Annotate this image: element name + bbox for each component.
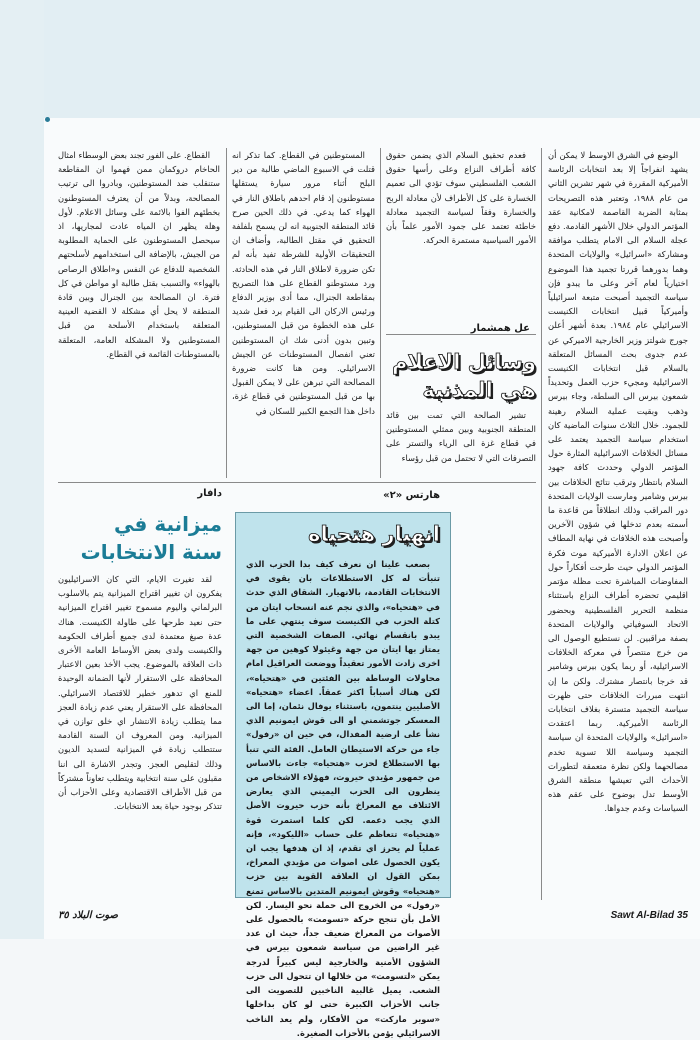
headline-budget-election-year	[58, 510, 222, 566]
rule	[386, 334, 536, 335]
headline-budget-line2: سنة الانتخابات	[80, 540, 222, 564]
column-2-bottom-body: تشير الصالحة التي تمت بين قائد المنطقة الجنوبية وبين ممثلي المستوطنين في قطاع غزة الى الرياء والتستر على التصرفات التي لا تحتمل من قبل رؤساء	[386, 410, 536, 463]
haaretz-article-body: بصعب علينا ان نعرف كيف بدا الحزب الذي تنبأت له كل الاستطلاعات بان يقوى في الانتخابات القادمة، بالانهيار. الشقاق الذي حدث في «هتحياه»، والذي نجم عنه انسحاب ايتان من كتلة الحزب في الكنيست سوف ينتهي على ما يبدو بانقسام نهائي. الصفات الشخصية التي يمتاز بها ايتان من جهة وغيئولا كوهين من جهة اخرى زادت الأمور تعقيداً ووضعت العراقيل امام محاولات الوساطة بين الفئتين في «هتحياه»، لكن هناك أسباباً اكثر عمقاً. اعضاء «هتحياه» الأصليين ينتمون، باستثناء يوفال نئمان، إما الى المعسكر جوتشمني او الى قوش ايمونيم الذي نشأ على ارضية المفدال، في حين ان «رفول» جاء من حركة الاستيطان العامل. الفئة التي تنبأ بها الاستطلاع لحزب «هتحياه» جاءت بالاساس من جمهور مؤيدي حيروت، فهؤلاء الاشخاص من ينظرون الى الحزب اليميني الذي يعارض الائتلاف مع المعراخ بأنه حزب حيروت الأصل الذي يجب دعمه. لكن كلما استمرت قوة «هتحياه» تتعاظم على حساب «الليكود»، فإنه عملياً لم يحرز اي تقدم، إذ ان هدفها يجب ان يكون الحصول على اصوات من مؤيدي المعراخ، بمكن القول ان العلاقة القوية بين حزب «هتحياه» وقوش ايمونيم المتدين بالاساس تمنع «رفول» من الخروج الى حملة نحو اليسار. لكن الأمل بأن تنجح حركة «تسومت» بالحصول على الأصوات من المعراخ ضعيف جداً، حيث ان عدد غير الراضين من سياسة شمعون بيرس في الشؤون الأمنية والخارجية ليس كبيراً لدرجة يمكن «لتسومت» من خلالها ان تتحول الى حزب الشعب. يميل غالبية الناخبين للتصويت الى جانب الأحزاب الكبيرة حتى لو كان بداخلها «سوبر ماركت» من الأفكار، ولم يعد الناخب الاسرائيلي يؤمن بالأحزاب الصغيرة.	[246, 559, 440, 1038]
byline-davar: دافار	[197, 488, 222, 499]
column-divider	[541, 148, 542, 900]
column-3-body: المستوطنين في القطاع. كما تذكر انه قتلت في الاسبوع الماضي طالبة من دير البلح أثناء مرور سيارة يستقلها مستوطنون إذ قام احدهم باطلاق النار في الهواء كما يدعي. في ذلك الحين صرح قائد المنطقة الجنوبية انه لن يسمح بلفلفة التحقيق في مقتل الطالبة، وأضاف ان التحقيقات الأولية للشرطة تفيد بأنه لم تكن ضرورة لاطلاق النار في هذه الحادثة. ورد مستوطنو القطاع على هذا التصريح بمقاطعة الجنرال، مما أدى بوزير الدفاع ورئيس الاركان الى القيام برد فعل شديد على هذه الخطوة من قبل المستوطنين، وتبين بدون أدنى شك ان المستوطنين تعني انفصال المستوطنات عن الجيش الاسرائيلي. ومن هنا كانت ضرورة المصالحة التي تبرهن على لا يمكن القبول بها من قبل المستوطنين في قطاع غزة، داخل هذا التجمع الكبير للسكان في	[232, 150, 375, 416]
footer-magazine-name: Sawt Al-Bilad	[610, 910, 675, 921]
column-4-body: القطاع. على الفور تجند بعض الوسطاء امثال الحاخام دروكمان ممن فهموا ان المقاطعة ستنقلب ضد المستوطنين، وبادروا الى ترتيب المصالحة، وبدلاً من أن يعترف المستوطنون بخطئهم الفوا بالائمة على وسائل الاعلام. لأول وهلة يظهر ان المياه عادت لمجاريها، اذ سيحصل المستوطنون على الحماية المطلوبة من الجيش، بالإضافة الى استخدامهم لأسلحتهم الشخصية للدفاع عن النفس و«اطلاق الرصاص بالهواء» والتسبب بقتل طالبة او مواطن في كل فترة. ان المصالحة بين الجنرال وبين قادة المنطقة لا يحل أي مشكلة لا القضية العينية المتعلقة باستخدام الأسلحة من قبل المستوطنين ولا المشكلة العامة، المتعلقة بالمستوطنات القائمة في القطاع.	[58, 150, 220, 359]
byline-al-hamishmar: عل همشمار	[460, 323, 530, 334]
headline-budget-line1: ميزانية في	[114, 512, 222, 536]
footer-left: صوت البلاد ٣٥	[58, 910, 119, 921]
column-5-body: لقد تغيرت الايام، التي كان الاسرائيليون يفكرون ان تغيير اقتراح الميزانية يتم بالاسلوب البرلماني واليوم مسموح تغيير اقتراح الميزانية حتى نعيد طرحها على طاولة الكنيست. هناك عدة صيغ معتمدة لدى جميع أطراف الحكومة والكنيست ولدى بعض الأوساط العامة الأخرى ذات العلاقة بالموضوع. يجب الأخذ بعين الاعتبار المحافظة على الاستقرار لأنها الضمانة الوحيدة للمنع اي تدهور خطير للاقتصاد الاسرائيلي. المحافظة على الاستقرار يعني عدم زيادة العجز مما يتطلب زيادة الانتشار اي خلق توازن في الميزانية. ومن المعروف ان السنة القادمة ستتطلب زيادة في الميزانية لتسديد الديون وذلك لتقليص العجز. وتجدر الاشارة الى اننا مقبلون على سنة انتخابية ويتطلب تعاوناً مشتركاً من قبل الأطراف الاقتصادية وعلى الأحزاب أن تتذكر بوجود حياة بعد الانتخابات.	[58, 574, 222, 812]
corner-dot	[45, 117, 50, 122]
column-divider	[226, 148, 227, 478]
column-divider	[380, 148, 381, 478]
column-2-top-body: فعدم تحقيق السلام الذي يضمن حقوق كافة أطراف النزاع وعلى رأسها حقوق الشعب الفلسطيني سوف تؤدي الى تعميم الخسارة على كل الأطراف لأن معادلة الربح والخسارة وفقاً لسياسة التجميد معادلة خاطئة تعتمد على جمود الأمور علماً بأن الأمور السياسية مستمرة الحركة.	[386, 150, 536, 246]
footer-right	[611, 910, 688, 921]
byline-haaretz: هارتس «٢»	[383, 490, 440, 501]
headline-hatehiya-collapse: انهيار هتحياه	[308, 522, 440, 546]
left-margin-band	[0, 0, 44, 939]
column-1-body: الوضع في الشرق الاوسط لا يمكن أن يشهد انفراجاً إلا بعد انتخابات الرئاسة الأميركية المقررة في شهر تشرين الثاني من عام ١٩٨٨، وتعتبر هذه التصريحات بمثابة الضربة القاصمة لامكانية عقد المؤتمر الدولي خلال الأشهر القادمة. دفع عجلة السلام الى الامام يتطلب موافقة ومشاركة «اسرائيل» والولايات المتحدة وهما بدورهما قررتا تجميد هذا الموضوع اختيارياً لعام آخر وعلى ما يبدو فإن سياسة التجميد أصبحت متبعة اسرائيلياً وأميركياً قبيل انتخابات الكنيست الاسرائيلي عام ١٩٨٤. بعدة أشهر أعلن جورج شولتز وزير الخارجية الاميركي عن عدم جدوى بحث المسائل المتعلقة بالسلام قبل انتخابات الكنيست الاسرائيلية ومجيء حزب العمل وتحديداً شمعون بيرس الى السلطة، وجاء بيرس وذهب وبقيت عملية السلام رهينة للجمود. خلال الثلاث سنوات الماضية كان استخدام سياسة التجميد يعتمد على مسائل الخلافات الاسرائيلية المثارة حول المؤتمر الدولي وحددت كافة جهود السلام بانتظار وترقب نتائج الخلافات بين بيرس وشامير ومارست الولايات المتحدة دور المراقب وذلك انطلاقاً من قاعدة ما أسمته بعدم تدخلها في شؤون الآخرين وأصبحت هذه الخلافات في نهاية المطاف عن اعلان الادارة الأميركية موت فكرة المؤتمر الدولي حيث طرحت أفكاراً حول المفاوضات المباشرة تحت مظلة مؤتمر اقليمي تحضره أطراف النزاع باستثناء منظمة التحرير الفلسطينية وبحضور الاتحاد السوفياتي والولايات المتحدة بصفة مراقبين. لن نستطيع الوصول الى من خرج منتصراً في معركة الخلافات الاسرائيلية، أو ربما يكون بيرس وشامير قد خرجا بانتصار مشترك. ولكن ما إن انتهت مبررات الخلافات حتى ظهرت سياسة التجميد متسترة بغلاف انتخابات الرئاسة الأميركية. ربما اعتقدت «اسرائيل» والولايات المتحدة ان سياسة التجميد وسياسة اللا تسوية تخدم مصالحهما ولكن نظرة متعمقة لتطورات الأحداث التي تعيشها منطقة الشرق الأوسط تدل بوضوح على عقم هذه السياسات وعدم جدواها.	[548, 150, 689, 814]
headline-media-line2: هي المذنبة	[422, 378, 536, 402]
headline-media-guilty	[386, 348, 536, 404]
haaretz-article-box	[235, 512, 451, 1038]
top-margin-band	[0, 0, 700, 118]
footer-page-number: 35	[676, 910, 688, 921]
section-rule	[58, 482, 536, 483]
headline-media-line1: وسائل الاعلام	[391, 350, 536, 374]
